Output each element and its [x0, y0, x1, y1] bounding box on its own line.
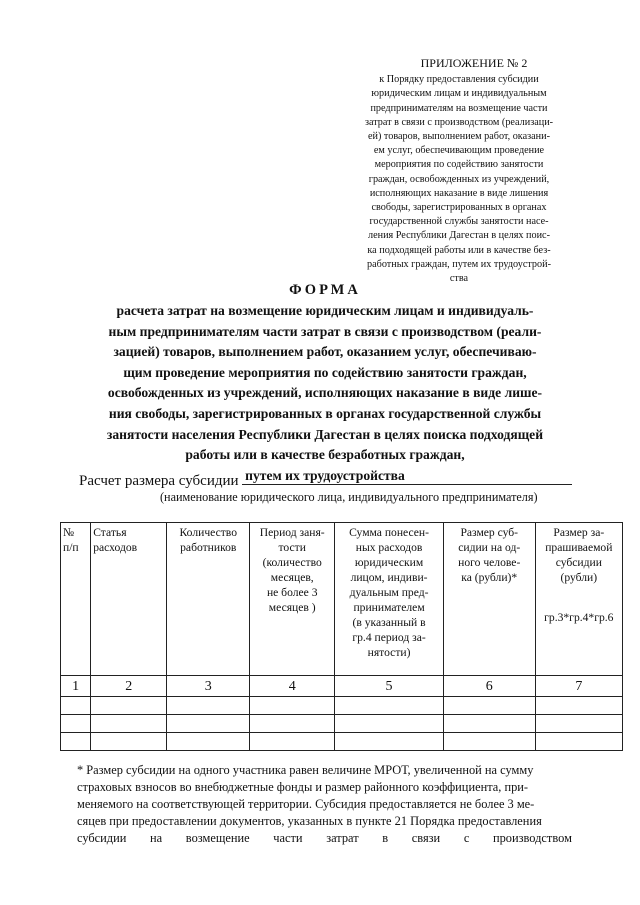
appendix-line: свободы, зарегистрированных в органах — [371, 202, 547, 214]
header-cell-expenses-sum: Сумма понесен- ных расходов юридическим лицом, индиви- дуальным пред- принимателем (в указанный в гр.4 период за- нятости) — [335, 523, 444, 676]
calculation-table — [60, 522, 623, 751]
footnote-line: сяцев при предоставлении документов, указанных в пункте 21 Порядка предоставления — [77, 814, 542, 828]
heading-line: щим проведение мероприятия по содействию занятости граждан, — [123, 364, 527, 380]
column-number: 6 — [443, 676, 535, 697]
header-cell-expense-item: Статья расходов — [91, 523, 167, 676]
formula-note: гр.3*гр.4*гр.6 — [544, 611, 614, 624]
table-cell[interactable] — [250, 715, 335, 733]
table-cell[interactable] — [250, 733, 335, 751]
heading-line: занятости населения Республики Дагестан в целях поиска подходящей — [106, 426, 544, 442]
table-row — [61, 697, 623, 715]
form-title: ФОРМА — [289, 282, 361, 298]
heading-line: освобожденных из учреждений, исполняющих наказание в виде лише- — [107, 385, 543, 401]
footnote-line: * Размер субсидии на одного участника равен величине МРОТ, увеличенной на сумму — [77, 763, 534, 777]
appendix-line: работных граждан, путем их трудоустрой- — [367, 258, 551, 270]
table-cell[interactable] — [91, 715, 167, 733]
footnote-word: связи — [411, 831, 441, 845]
table-cell[interactable] — [61, 733, 91, 751]
heading-line: расчета затрат на возмещение юридическим лицам и индивидуаль- — [116, 303, 534, 318]
header-cell-period: Период заня- тости (количество месяцев, не более 3 месяцев ) — [250, 523, 335, 676]
subsidy-label: Расчет размера субсидии — [79, 473, 239, 489]
table-cell[interactable] — [91, 697, 167, 715]
appendix-title: ПРИЛОЖЕНИЕ № 2 — [420, 56, 528, 70]
table-cell[interactable] — [61, 715, 91, 733]
footnote-word: с — [463, 831, 470, 845]
appendix-line: ей) товаров, выполнением работ, оказани- — [368, 131, 550, 143]
table-cell[interactable] — [443, 733, 535, 751]
appendix-line: затрат в связи с производством (реализаци- — [364, 116, 554, 128]
table-cell[interactable] — [61, 697, 91, 715]
footnote-word: части — [273, 831, 303, 845]
table-cell[interactable] — [167, 715, 250, 733]
heading-line: ния свободы, зарегистрированных в органах государственной службы — [108, 405, 542, 421]
heading-line: ным предпринимателям части затрат в связи с производством (реали- — [108, 323, 542, 339]
appendix-line: предпринимателям на возмещение части — [370, 102, 548, 114]
table-cell[interactable] — [335, 733, 444, 751]
table-cell[interactable] — [91, 733, 167, 751]
header-cell-number: № п/п — [61, 523, 91, 676]
heading-line: зацией) товаров, выполнением работ, оказанием услуг, обеспечиваю- — [113, 344, 537, 360]
column-number: 4 — [250, 676, 335, 697]
footnote-word: в — [382, 831, 389, 845]
heading-line: путем их трудоустройства — [245, 467, 405, 483]
appendix-line: к Порядку предоставления субсидии — [379, 74, 539, 86]
table-row — [61, 715, 623, 733]
footnote-word: субсидии — [77, 831, 127, 845]
appendix-line: ка подходящей работы или в качестве без- — [367, 244, 551, 256]
footnote-word: производством — [492, 831, 572, 845]
subsidy-name-blank[interactable] — [242, 470, 572, 485]
column-number: 3 — [167, 676, 250, 697]
table-row — [61, 733, 623, 751]
header-cell-subsidy-per-person: Размер суб- сидии на од- ного челове- ка (рубли)* — [443, 523, 535, 676]
appendix-line: юридическим лицам и индивидуальным — [371, 88, 547, 100]
appendix-line: ления Республики Дагестан в целях поис- — [368, 230, 550, 242]
table-cell[interactable] — [535, 697, 622, 715]
footnote-line: меняемого на соответствующей территории. Субсидия предоставляется не более 3 ме- — [77, 797, 535, 811]
footnote-word: на — [150, 831, 163, 845]
footnote-last-line — [77, 830, 572, 847]
table-number-row — [61, 676, 623, 697]
appendix-line: государственной службы занятости насе- — [369, 216, 549, 228]
footnote-word: возмещение — [185, 831, 250, 845]
appendix-line: граждан, освобожденных из учреждений, — [368, 173, 550, 185]
column-number: 2 — [91, 676, 167, 697]
table-cell[interactable] — [535, 715, 622, 733]
table-cell[interactable] — [443, 715, 535, 733]
footnote — [77, 762, 572, 847]
subsidy-line — [79, 470, 572, 490]
table-cell[interactable] — [167, 697, 250, 715]
header-cell-workers: Количество работников — [167, 523, 250, 676]
table-cell[interactable] — [250, 697, 335, 715]
column-number: 7 — [535, 676, 622, 697]
table-cell[interactable] — [167, 733, 250, 751]
appendix-block — [338, 56, 580, 286]
table-cell[interactable] — [335, 715, 444, 733]
footnote-line: страховых взносов во внебюджетные фонды и размер районного коэффициента, при- — [77, 780, 529, 794]
table-cell[interactable] — [535, 733, 622, 751]
footnote-word: затрат — [326, 831, 359, 845]
appendix-line: исполняющих наказание в виде лишения — [369, 187, 549, 199]
heading-line: работы или в качестве безработных граждан, — [185, 447, 465, 463]
appendix-line: мероприятия по содействию занятости — [374, 159, 544, 171]
appendix-line: ем услуг, обеспечивающим проведение — [373, 145, 545, 157]
subsidy-note: (наименование юридического лица, индивидуального предпринимателя) — [160, 490, 538, 504]
form-heading — [60, 282, 590, 486]
column-number: 1 — [61, 676, 91, 697]
table-cell[interactable] — [443, 697, 535, 715]
table-cell[interactable] — [335, 697, 444, 715]
header-cell-requested-subsidy: Размер за- прашиваемой субсидии (рубли) гр.3*гр.4*гр.6 — [535, 523, 622, 676]
appendix-line: ства — [449, 273, 469, 285]
table-header-row — [61, 523, 623, 676]
column-number: 5 — [335, 676, 444, 697]
